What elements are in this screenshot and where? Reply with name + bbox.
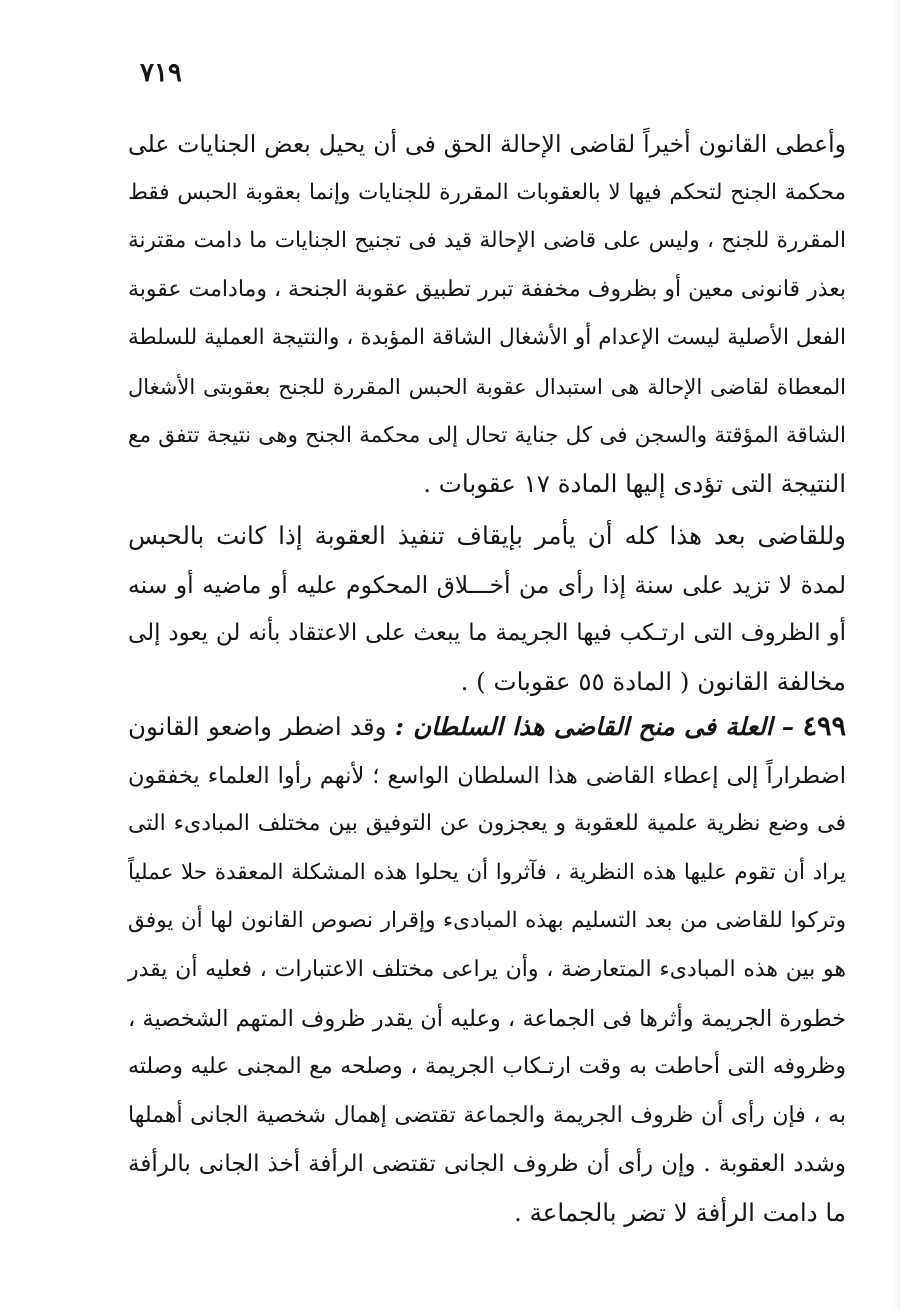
text-line: ما دامت الرأفة لا تضر بالجماعة . xyxy=(514,1197,846,1227)
text-line: المقررة للجنح ، وليس على قاضى الإحالة قيد فى تجنيح الجنايات ما دامت مقترنة xyxy=(128,228,846,254)
text-line: اضطراراً إلى إعطاء القاضى هذا السلطان الواسع ؛ لأنهم رأوا العلماء يخفقون xyxy=(128,762,846,789)
text-line: محكمة الجنح لتحكم فيها لا بالعقوبات المقررة للجنايات وإنما بعقوبة الحبس فقط xyxy=(128,179,846,205)
paragraph-2 xyxy=(128,512,846,706)
text-line: خطورة الجريمة وأثرها فى الجماعة ، وعليه أن يقدر ظروف المتهم الشخصية ، xyxy=(128,1005,846,1032)
text-line: الشاقة المؤقتة والسجن فى كل جناية تحال إلى محكمة الجنح وهى نتيجة تتفق مع xyxy=(128,422,847,448)
text-line: الفعل الأصلية ليست الإعدام أو الأشغال الشاقة المؤبدة ، والنتيجة العملية للسلطة xyxy=(128,325,846,351)
paragraph-1 xyxy=(128,120,846,509)
page-edge-shadow xyxy=(894,0,900,1309)
text-line: وظروفه التى أحاطت به وقت ارتـكاب الجريمة ، وصلحه مع المجنى عليه وصلته xyxy=(128,1054,846,1080)
text-line: وأعطى القانون أخيراً لقاضى الإحالة الحق فى أن يحيل بعض الجنايات على xyxy=(128,130,846,158)
paragraph-3 xyxy=(128,703,846,1238)
section-heading-line xyxy=(128,703,846,752)
text-line: أو الظروف التى ارتـكب فيها الجريمة ما يبعث على الاعتقاد بأنه لن يعود إلى xyxy=(128,620,846,647)
heading-line-text: وقد اضطر واضعو القانون xyxy=(128,712,387,741)
text-line: يراد أن تقوم عليها هذه النظرية ، فآثروا أن يحلوا هذه المشكلة المعقدة حلا عملياً xyxy=(128,859,846,885)
text-line: لمدة لا تزيد على سنة إذا رأى من أخـــلاق المحكوم عليه أو ماضيه أو سنه xyxy=(128,570,846,599)
text-line: به ، فإن رأى أن ظروف الجريمة والجماعة تقتضى إهمال شخصية الجانى أهملها xyxy=(128,1102,846,1128)
text-line: مخالفة القانون ( المادة ٥٥ عقوبات ) . xyxy=(460,666,846,696)
text-line: النتيجة التى تؤدى إليها المادة ١٧ عقوبات . xyxy=(423,469,846,499)
section-heading: – العلة فى منح القاضى هذا السلطان : xyxy=(394,712,795,741)
page-number: ٧١٩ xyxy=(140,58,182,88)
text-line: وتركوا للقاضى من بعد التسليم بهذه المبادىء وإقرار نصوص القانون لها أن يوفق xyxy=(128,908,846,934)
text-line: وشدد العقوبة . وإن رأى أن ظروف الجانى تقتضى الرأفة أخذ الجانى بالرأفة xyxy=(128,1151,846,1178)
text-line: بعذر قانونى معين أو بظروف مخففة تبرر تطبيق عقوبة الجنحة ، ومادامت عقوبة xyxy=(128,276,846,302)
section-number: ٤٩٩ xyxy=(802,711,846,742)
text-line: هو بين هذه المبادىء المتعارضة ، وأن يراعى مختلف الاعتبارات ، فعليه أن يقدر xyxy=(128,956,846,982)
text-line: وللقاضى بعد هذا كله أن يأمر بإيقاف تنفيذ العقوبة إذا كانت بالحبس xyxy=(128,521,846,550)
text-line: فى وضع نظرية علمية للعقوبة و يعجزون عن التوفيق بين مختلف المبادىء التى xyxy=(128,811,846,837)
text-line: المعطاة لقاضى الإحالة هى استبدال عقوبة الحبس المقررة للجنح بعقوبتى الأشغال xyxy=(128,374,847,399)
